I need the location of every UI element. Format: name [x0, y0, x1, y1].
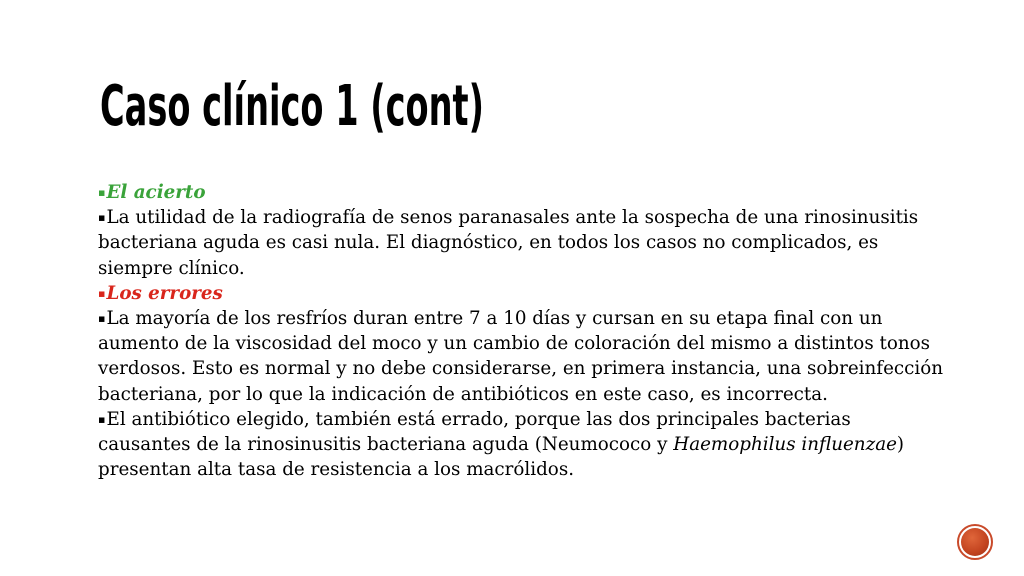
bullet-icon: ▪ — [98, 186, 106, 199]
circle-button-icon[interactable] — [957, 524, 993, 560]
errores-text-2-italic: Haemophilus influenzae — [673, 434, 897, 456]
acierto-text: La utilidad de la radiografía de senos paranasales ante la sospecha de una rinosinusitis bacteriana aguda es casi nula. El diagnóstico, en todos los casos no complicados, es siempre clínico. — [98, 207, 919, 279]
errores-heading — [98, 281, 948, 306]
bullet-icon: ▪ — [98, 412, 106, 426]
errores-text-1: La mayoría de los resfríos duran entre 7 a 10 días y cursan en su etapa final con un aumento de la viscosidad del moco y un cambio de coloración del mismo a distintos tonos verdosos. Esto es normal y no debe considerarse, en primera instancia, una sobreinfección bacteriana, por lo que la indicación de antibióticos en este caso, es incorrecta. — [98, 308, 943, 405]
bullet-icon: ▪ — [98, 286, 106, 300]
errores-text-2-a: El antibiótico elegido, también está errado, porque las dos principales bacterias causantes de la rinosinusitis bacteriana aguda (Neumococo y — [98, 408, 851, 456]
errores-text-2-b: ) presentan alta tasa de resistencia a los macrólidos. — [98, 434, 905, 481]
acierto-heading-text: El acierto — [106, 182, 206, 203]
acierto-paragraph — [98, 205, 948, 281]
slide-title: Caso clínico 1 (cont) — [100, 74, 484, 139]
circle-button-inner — [961, 528, 989, 556]
errores-paragraph-1 — [98, 306, 948, 407]
bullet-icon: ▪ — [98, 211, 106, 225]
errores-paragraph-2 — [98, 407, 948, 483]
errores-heading-text: Los errores — [106, 282, 223, 304]
slide-body — [98, 180, 948, 482]
bullet-icon: ▪ — [98, 312, 106, 326]
acierto-heading — [98, 180, 948, 205]
